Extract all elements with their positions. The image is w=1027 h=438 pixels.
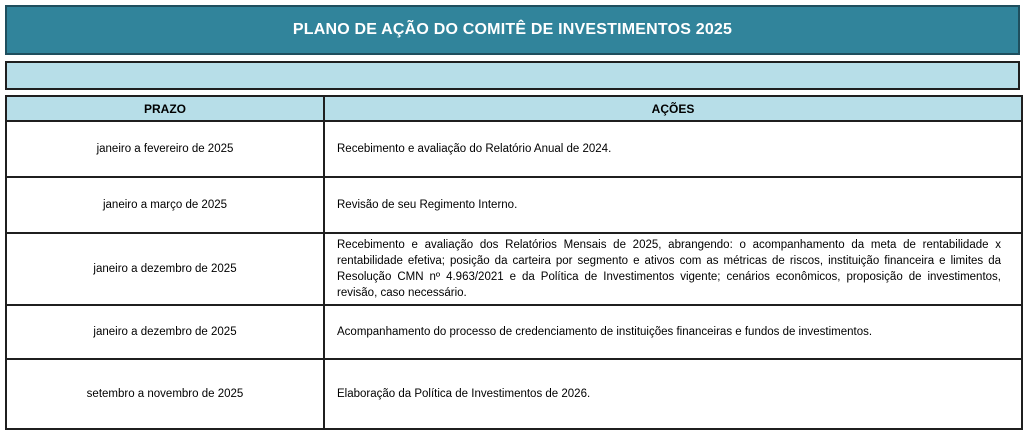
acao-cell: Acompanhamento do processo de credenciamento de instituições financeiras e fundos de investimentos. [324,305,1022,359]
prazo-cell: janeiro a fevereiro de 2025 [6,121,324,177]
column-header-prazo: PRAZO [6,96,324,121]
column-header-acoes: AÇÕES [324,96,1022,121]
table-row [6,121,1022,177]
document-title-bar [5,5,1020,55]
acao-cell: Elaboração da Política de Investimentos de 2026. [324,359,1022,429]
table-header-row [6,96,1022,121]
acao-cell: Recebimento e avaliação do Relatório Anual de 2024. [324,121,1022,177]
acao-cell: Revisão de seu Regimento Interno. [324,177,1022,233]
prazo-cell: janeiro a dezembro de 2025 [6,233,324,305]
table-row [6,233,1022,305]
document-title: PLANO DE AÇÃO DO COMITÊ DE INVESTIMENTOS 2025 [292,21,733,38]
prazo-cell: janeiro a dezembro de 2025 [6,305,324,359]
prazo-cell: setembro a novembro de 2025 [6,359,324,429]
table-row [6,305,1022,359]
action-plan-table [5,95,1023,430]
table-row [6,177,1022,233]
blank-header-band [5,61,1020,90]
prazo-cell: janeiro a março de 2025 [6,177,324,233]
acao-cell: Recebimento e avaliação dos Relatórios Mensais de 2025, abrangendo: o acompanhamento da meta de rentabilidade x rentabilidade efetiva; posição da carteira por segmento e ativos com as métricas de riscos, instituição financeira e limites da Resolução CMN nº 4.963/2021 e da Política de Investimentos vigente; cenários econômicos, proposição de investimentos, revisão, caso necessário. [324,233,1022,305]
table-row [6,359,1022,429]
